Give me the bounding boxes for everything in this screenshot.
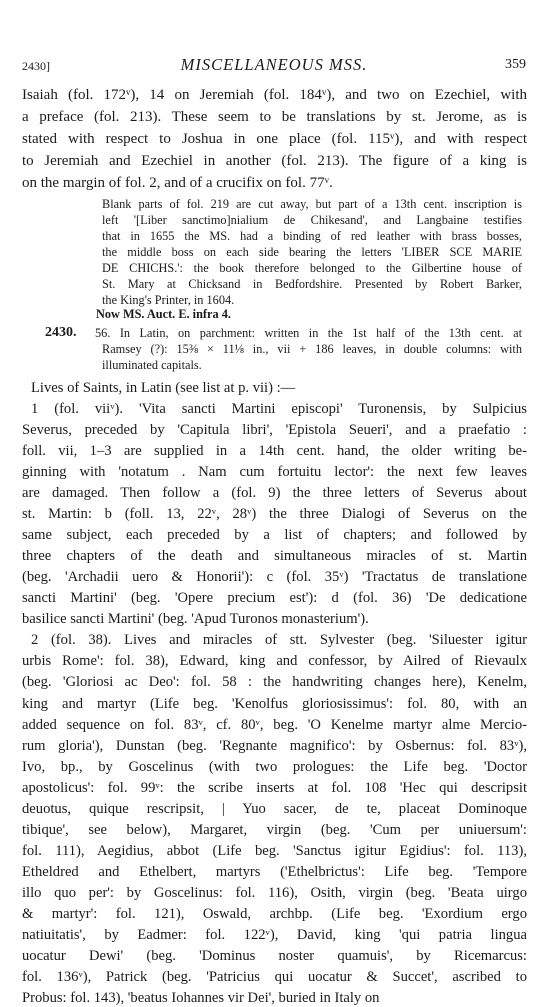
text-line: Ivo, bp., by Goscelinus (with two prologues: the Life beg. 'Doctor <box>22 759 527 775</box>
text-line: to Jeremiah and Ezechiel in another (fol. 213). The figure of a king is <box>22 153 527 169</box>
text-line: illo quo per': by Goscelinus: fol. 116), Osith, virgin (beg. 'Beata uirgo <box>22 885 527 901</box>
text-line: (beg. 'Gloriosi ac Deo': fol. 58 : the handwriting changes here), Kenelm, <box>22 674 527 690</box>
text-line: Isaiah (fol. 172ᵛ), 14 on Jeremiah (fol. 184ᵛ), and two on Ezechiel, with <box>22 87 527 103</box>
text-line: king and martyr (Life beg. 'Kenolfus gloriosissimus': fol. 80, with an <box>22 696 527 712</box>
text-line: natiuitatis', by Eadmer: fol. 122ᵛ), David, king 'qui patria lingua <box>22 927 527 943</box>
text-line: Severus, preceded by 'Capitula libri', 'Epistola Seueri', and a praefatio : <box>22 422 527 438</box>
text-line: rum gloria'), Dunstan (beg. 'Regnante magnifico': by Osbernus: fol. 83ᵛ), <box>22 738 527 754</box>
text-line: urbis Rome': fol. 38), Edward, king and confessor, by Ailred of Rievaulx <box>22 653 527 669</box>
text-line: fol. 111), Aegidius, abbot (Life beg. 'Sanctus igitur Egidius': fol. 113), <box>22 843 527 859</box>
text-line: deuotus, quique rescripsit, | Yuo sacer, de te, placeat Dominoque <box>22 801 527 817</box>
entry-number: 2430. <box>45 325 77 340</box>
text-line: basilice sancti Martini' (beg. 'Apud Turonos monasterium'). <box>22 611 369 627</box>
text-line: sancti Martini' (beg. 'Opere precium est'): d (fol. 36) 'De dedicatione <box>22 590 527 606</box>
text-line: & martyr': fol. 121), Oswald, archbp. (Life beg. 'Exordium ergo <box>22 906 527 922</box>
text-line: Lives of Saints, in Latin (see list at p. vii) :— <box>31 380 296 396</box>
text-line: foll. vii, 1–3 are supplied in a 14th cent. hand, the older writing be- <box>22 443 527 459</box>
text-line: tibique', see below), Margaret, virgin (beg. 'Cum per uniuersum': <box>22 822 527 838</box>
text-line: three chapters of the death and simultaneous miracles of st. Martin <box>22 548 527 564</box>
page-number: 359 <box>505 57 526 72</box>
header-entry-range: 2430] <box>22 59 50 73</box>
text-line: same subject, each preceded by a list of chapters; and followed by <box>22 527 527 543</box>
text-line: 2 (fol. 38). Lives and miracles of stt. Sylvester (beg. 'Siluester igitur <box>31 632 527 648</box>
text-line: are damaged. Then follow a (fol. 9) the three letters of Severus about <box>22 485 527 501</box>
text-line: ginning with 'notatum . Nam cum fortuitu lector': the next few leaves <box>22 464 527 480</box>
note-line: that in 1655 the MS. had a binding of red leather with brass bosses, <box>102 229 522 243</box>
text-line: fol. 136ᵛ), Patrick (beg. 'Patricius qui uocatur & Succet', ascribed to <box>22 969 527 985</box>
text-line: st. Martin: b (foll. 13, 22ᵛ, 28ᵛ) the three Dialogi of Severus on the <box>22 506 527 522</box>
text-line: 1 (fol. viiᵛ). 'Vita sancti Martini episcopi' Turonensis, by Sulpicius <box>31 401 527 417</box>
running-header <box>22 55 526 77</box>
note-line: St. Mary at Chicksand in Bedfordshire. Presented by Robert Barker, <box>102 277 522 291</box>
entry-description: 56. In Latin, on parchment: written in the 1st half of the 13th cent. at <box>95 326 522 340</box>
text-line: stated with respect to Joshua in one place (fol. 115ᵛ), and with respect <box>22 131 527 147</box>
note-line: Blank parts of fol. 219 are cut away, but part of a 13th cent. inscription is <box>102 197 522 211</box>
note-line: the middle boss on each side bearing the letters 'LIBER SCE MARIE <box>102 245 522 259</box>
text-line: Probus: fol. 143), 'beatus Iohannes vir Dei', buried in Italy on <box>22 990 380 1006</box>
text-line: (beg. 'Archadii uero & Honorii'): c (fol. 35ᵛ) 'Tractatus de translatione <box>22 569 527 585</box>
note-line: DE CHICHS.': the book therefore belonged to the Gilbertine house of <box>102 261 522 275</box>
text-line: on the margin of fol. 2, and of a crucifix on fol. 77ᵛ. <box>22 175 333 191</box>
header-title: MISCELLANEOUS MSS. <box>180 55 368 74</box>
text-line: apostolicus': fol. 99ᵛ: the scribe inserts at fol. 108 'Hec qui descripsit <box>22 780 527 796</box>
text-line: Etheldred and Ethelbert, martyrs ('Ethelbrictus': Life beg. 'Tempore <box>22 864 527 880</box>
text-line: uocatur Dewi' (beg. 'Dominus noster quamuis', by Ricemarcus: <box>22 948 527 964</box>
note-line: the King's Printer, in 1604. <box>102 293 235 307</box>
note-line: left '[Liber sanctimo]nialium de Chikesand', and Langbaine testifies <box>102 213 522 227</box>
shelfmark: Now MS. Auct. E. infra 4. <box>96 307 231 321</box>
entry-description: illuminated capitals. <box>102 358 202 372</box>
entry-description: Ramsey (?): 15⅜ × 11⅛ in., vii + 186 leaves, in double columns: with <box>102 342 522 356</box>
text-line: a preface (fol. 213). These seem to be translations by st. Jerome, as is <box>22 109 527 125</box>
text-line: added sequence on fol. 83ᵛ, cf. 80ᵛ, beg. 'O Kenelme martyr alme Mercio- <box>22 717 527 733</box>
